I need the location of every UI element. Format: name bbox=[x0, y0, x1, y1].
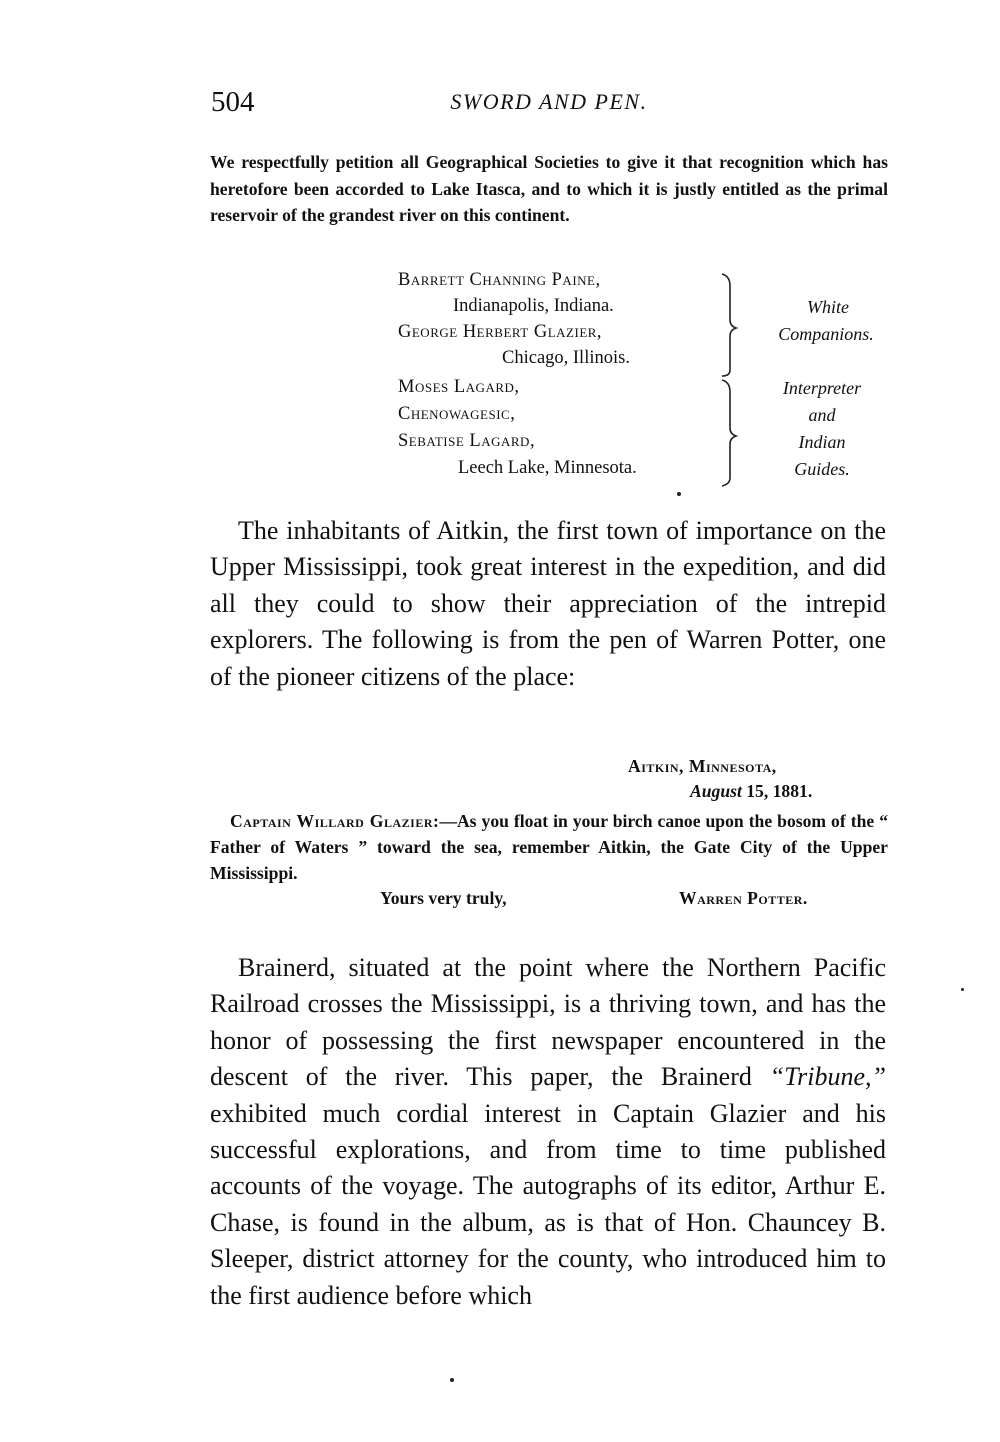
letter-date bbox=[690, 781, 812, 802]
brace-indian-guides bbox=[718, 378, 742, 488]
newspaper-name: “Tribune,” bbox=[769, 1062, 886, 1092]
paragraph-brainerd bbox=[210, 950, 886, 1314]
signatory-place: Indianapolis, Indiana. bbox=[453, 296, 614, 316]
signatory-name: Moses Lagard, bbox=[398, 377, 520, 397]
letter-salutation: Captain Willard Glazier: bbox=[230, 811, 440, 831]
letter-text: —As you float in your birch canoe upon the bosom of the “ Father of Waters ” toward the sea, remember Aitkin, the Gate City of the Upper Mississippi. bbox=[210, 811, 889, 883]
role-label: Indian bbox=[798, 432, 846, 452]
signatory-name: Sebatise Lagard, bbox=[398, 431, 536, 451]
signatory-name: Barrett Channing Paine, bbox=[398, 270, 601, 290]
speck bbox=[961, 988, 964, 991]
signatory-name: Chenowagesic, bbox=[398, 404, 516, 424]
signatory-place: Leech Lake, Minnesota. bbox=[458, 458, 637, 478]
petition-text: We respectfully petition all Geographical Societies to give it that recognition which has heretofore been accorded to Lake Itasca, and to which it is justly entitled as the primal reservoir of the grandest river on this continent. bbox=[210, 152, 888, 225]
paragraph-aitkin bbox=[210, 513, 886, 695]
role-label: Interpreter bbox=[782, 378, 862, 398]
brace-white-companions bbox=[718, 272, 742, 378]
paragraph-text: Brainerd, situated at the point where the Northern Pacific Railroad crosses the Mississippi, is a thriving town, and has the honor of possessing the first newspaper encountered in the descent of the river. This paper, the Brainerd bbox=[210, 953, 886, 1092]
page-header bbox=[211, 86, 887, 126]
role-label: White bbox=[807, 297, 849, 317]
letter-place: Aitkin, Minnesota, bbox=[628, 756, 777, 776]
page-number: 504 bbox=[211, 86, 255, 118]
letter-date-month: August bbox=[690, 781, 742, 801]
speck bbox=[677, 492, 681, 496]
speck bbox=[450, 1378, 454, 1382]
paragraph-text: exhibited much cordial interest in Captain Glazier and his successful explorations, and from time to time published accounts of the voyage. The autographs of its editor, Arthur E. Chase, is found in the album, as is that of Hon. Chauncey B. Sleeper, district attorney for the county, who introduced him to the first audience before which bbox=[210, 1098, 886, 1310]
role-label: and bbox=[808, 405, 836, 425]
letter-body bbox=[210, 808, 888, 886]
letter-signature: Warren Potter. bbox=[679, 888, 808, 908]
petition-paragraph bbox=[210, 149, 888, 229]
letter-date-rest: 15, 1881. bbox=[741, 781, 813, 801]
role-label: Guides. bbox=[794, 459, 850, 479]
role-label: Companions. bbox=[778, 324, 874, 344]
letter-closing: Yours very truly, bbox=[380, 888, 507, 908]
running-title: SWORD AND PEN. bbox=[450, 89, 648, 114]
paragraph-text: The inhabitants of Aitkin, the first town of importance on the Upper Mississippi, took great interest in the expedition, and did all they could to show their appreciation of the intrepid explorers. The following is from the pen of Warren Potter, one of the pioneer citizens of the place: bbox=[210, 516, 886, 691]
signatory-name: George Herbert Glazier, bbox=[398, 322, 603, 342]
signatory-place: Chicago, Illinois. bbox=[502, 348, 630, 368]
